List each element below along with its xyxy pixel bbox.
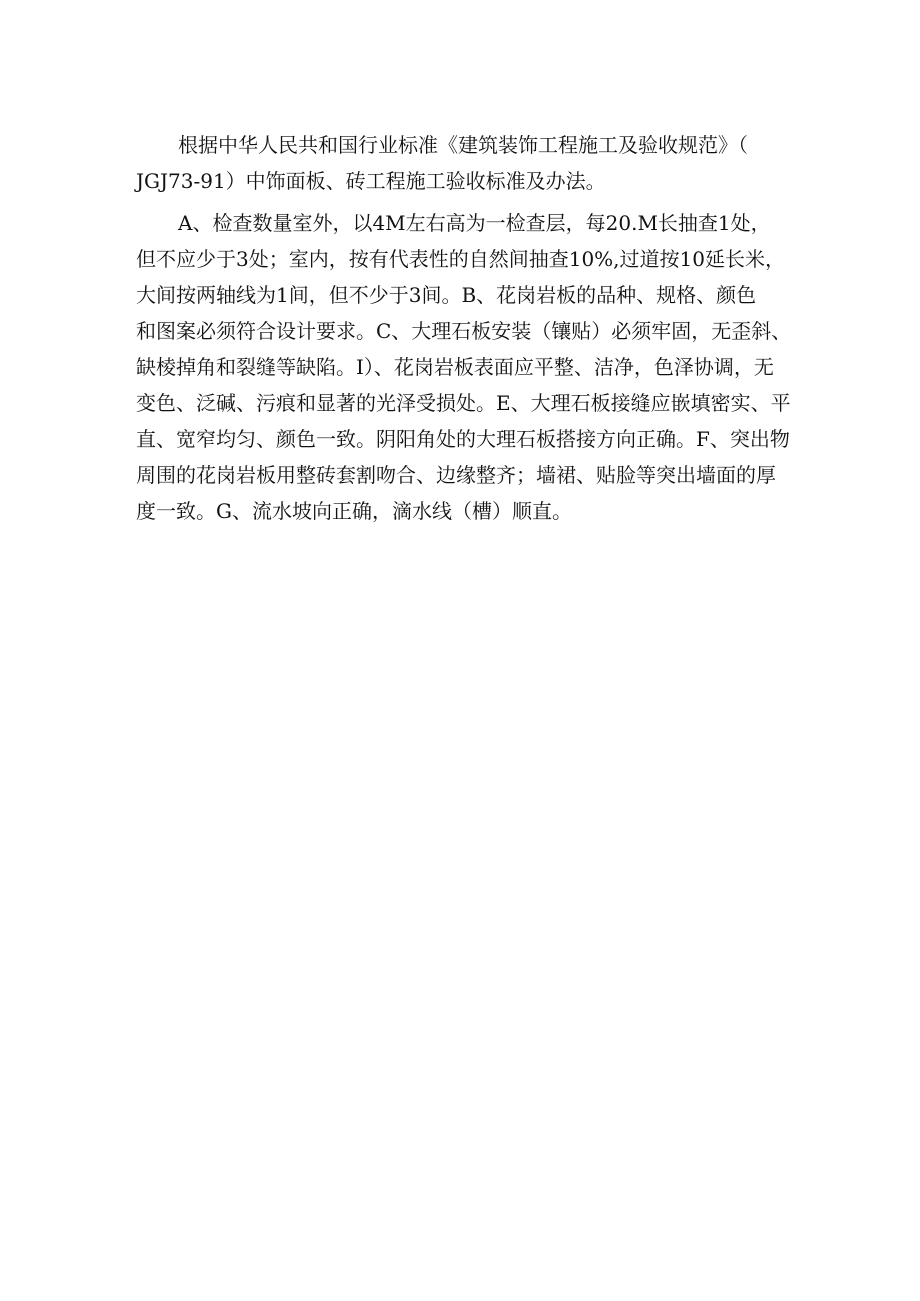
paragraph-line: 周围的花岗岩板用整砖套割吻合、边缘整齐；墙裙、贴脸等突出墙面的厚 (136, 463, 776, 487)
paragraph-line: 但不应少于3处；室内，按有代表性的自然间抽查10%,过道按10延长米， (136, 247, 785, 271)
paragraph-line: 和图案必须符合设计要求。C、大理石板安装（镶贴）必须牢固，无歪斜、 (136, 319, 792, 343)
document-body (136, 127, 792, 529)
paragraph-inspection-criteria (136, 205, 792, 529)
paragraph-line: 直、宽窄均匀、颜色一致。阴阳角处的大理石板搭接方向正确。F、突出物 (136, 427, 790, 451)
paragraph-line: JGJ73-91）中饰面板、砖工程施工验收标准及办法。 (136, 169, 606, 193)
paragraph-line: 度一致。G、流水坡向正确，滴水线（槽）顺直。 (136, 499, 572, 523)
paragraph-line: 变色、泛碱、污痕和显著的光泽受损处。E、大理石板接缝应嵌填密实、平 (136, 391, 791, 415)
paragraph-line: 根据中华人民共和国行业标准《建筑装饰工程施工及验收规范》（ (178, 133, 748, 157)
paragraph-standard-reference (136, 127, 786, 199)
paragraph-line: A、检查数量室外，以4M左右高为一检查层，每20.M长抽查1处， (178, 211, 771, 235)
paragraph-line: 大间按两轴线为1间，但不少于3间。B、花岗岩板的品种、规格、颜色 (136, 283, 757, 307)
paragraph-line: 缺棱掉角和裂缝等缺陷。I）、花岗岩板表面应平整、洁净，色泽协调，无 (136, 355, 774, 379)
